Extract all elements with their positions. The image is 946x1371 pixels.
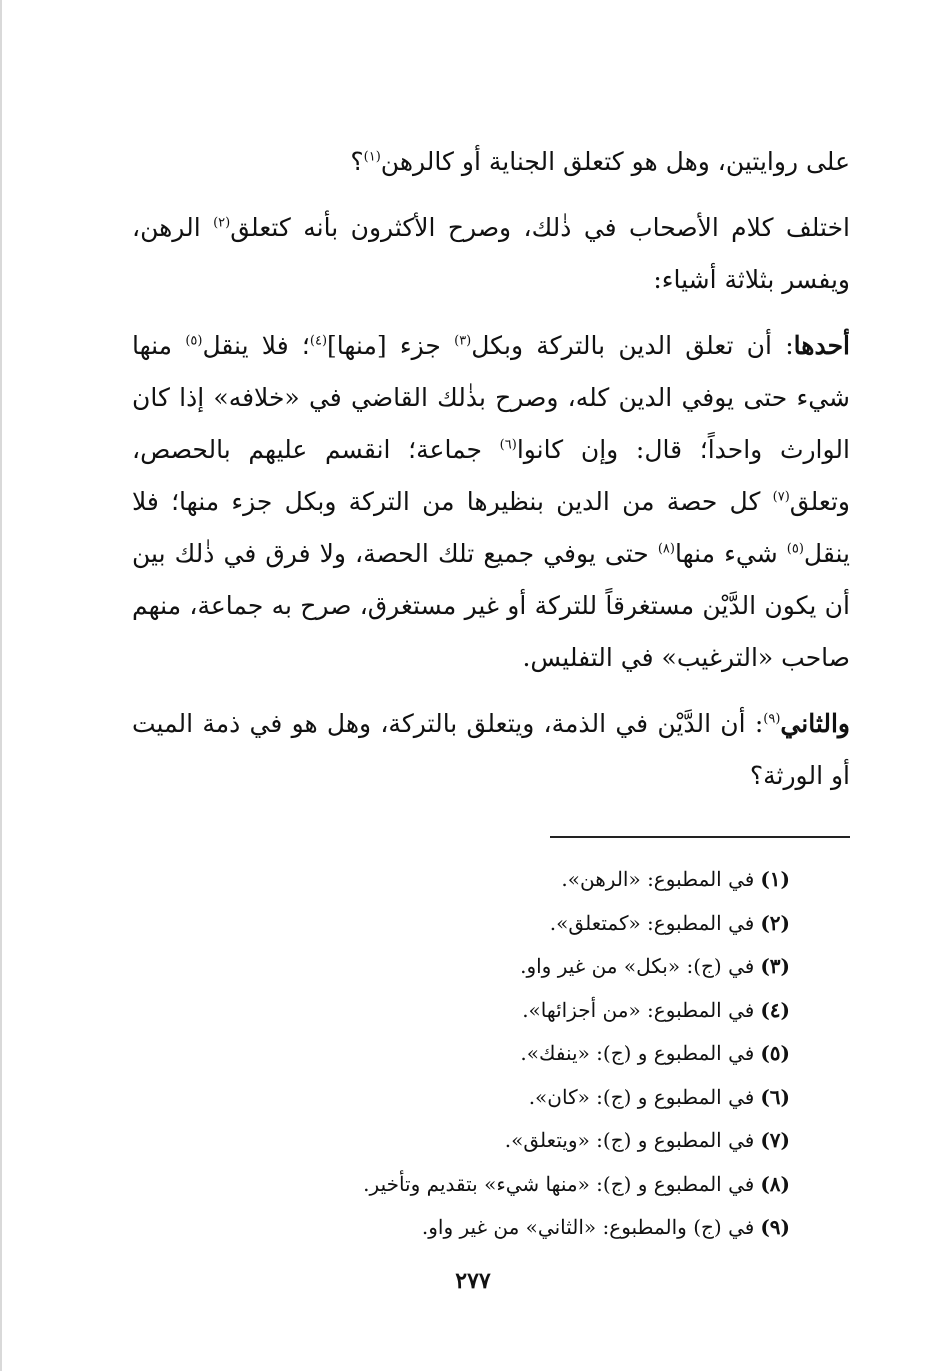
paragraph-text: كل حصة من الدين بنظيرها من التركة وبكل جزء منها؛ فلا ينقل [132, 487, 850, 568]
paragraph-text: منها شيء حتى يوفي الدين كله، وصرح بذٰلك القاضي في «خلافه» إذا كان الوارث واحداً؛ قال: وإن كانوا [132, 331, 850, 464]
footnote-text: في المطبوع: «الرهن». [561, 867, 755, 891]
footnote-number: (١) [760, 867, 790, 891]
footnotes [300, 858, 790, 1250]
footnote-text: في المطبوع و (ج): «ينفك». [520, 1041, 755, 1065]
footnote-text: في المطبوع: «من أجزائها». [522, 997, 755, 1022]
footnote [300, 1163, 790, 1207]
footnote-number: (٥) [760, 1041, 790, 1065]
paragraph-text: : أن تعلق الدين بالتركة وبكل [471, 331, 794, 360]
paragraph-lead: أحدها [793, 331, 850, 360]
footnote-marker: (١) [363, 149, 381, 165]
paragraph [132, 320, 850, 684]
paragraph-text: شيء منها [674, 539, 787, 568]
footnote [300, 1032, 790, 1076]
paragraph-text: اختلف كلام الأصحاب في ذٰلك، وصرح الأكثرون بأنه كتعلق [230, 213, 850, 242]
scan-edge-line [0, 0, 2, 1371]
footnote-marker: (٣) [454, 333, 472, 349]
footnote [300, 858, 790, 902]
paragraph [132, 698, 850, 802]
footnote [300, 989, 790, 1033]
footnote-separator [550, 836, 850, 838]
paragraph-text: : أن الدَّيْن في الذمة، ويتعلق بالتركة، وهل هو في ذمة الميت أو الورثة؟ [132, 709, 850, 790]
footnote-marker: (٤) [309, 333, 328, 349]
paragraph-text: ؛ فلا ينقل [202, 331, 310, 360]
paragraph-text: الرهن، ويفسر بثلاثة أشياء: [132, 213, 850, 294]
paragraph-text: ؟ [350, 147, 364, 176]
paragraph-text: حتى يوفي جميع تلك الحصة، ولا فرق في ذٰلك بين أن يكون الدَّيْن مستغرقاً للتركة أو غير مستغرق، صرح به جماعة، منهم صاحب «الترغيب» في التفليس. [132, 539, 850, 672]
paragraph [132, 136, 850, 188]
paragraph [132, 202, 850, 306]
footnote [300, 902, 790, 946]
footnote-marker: (٥) [786, 541, 804, 557]
main-text [132, 136, 850, 816]
footnote-number: (٩) [760, 1215, 790, 1239]
paragraph-text: جزء [منها] [327, 331, 455, 360]
page-number: ٢٧٧ [455, 1268, 491, 1294]
footnote [300, 1076, 790, 1120]
paragraph-lead: والثاني [780, 709, 850, 738]
footnote [300, 945, 790, 989]
footnote-number: (٤) [760, 997, 790, 1022]
footnote-text: في (ج) والمطبوع: «الثاني» من غير واو. [421, 1215, 755, 1239]
footnote-marker: (٩) [763, 711, 781, 727]
footnote [300, 1206, 790, 1250]
footnote-number: (٢) [760, 910, 790, 935]
footnote-marker: (٨) [657, 541, 675, 557]
footnote-marker: (٦) [499, 437, 517, 453]
footnote-number: (٣) [760, 954, 790, 978]
footnote-number: (٨) [760, 1171, 790, 1196]
paragraph-text: على روايتين، وهل هو كتعلق الجناية أو كالرهن [380, 147, 850, 176]
footnote-marker: (٢) [213, 215, 231, 231]
footnote-text: في المطبوع: «كمتعلق». [549, 910, 755, 935]
footnote-number: (٦) [760, 1084, 790, 1109]
footnote-text: في المطبوع و (ج): «كان». [528, 1084, 755, 1109]
footnote-number: (٧) [760, 1128, 790, 1152]
footnote-marker: (٧) [772, 489, 790, 505]
footnote-text: في المطبوع و (ج): «ويتعلق». [504, 1128, 755, 1152]
paragraph-text: جماعة؛ انقسم عليهم بالحصص، وتعلق [132, 435, 850, 516]
footnote-marker: (٥) [185, 333, 203, 349]
footnote-text: في (ج): «بكل» من غير واو. [520, 954, 755, 978]
footnote [300, 1119, 790, 1163]
footnote-text: في المطبوع و (ج): «منها شيء» بتقديم وتأخير. [363, 1171, 755, 1196]
